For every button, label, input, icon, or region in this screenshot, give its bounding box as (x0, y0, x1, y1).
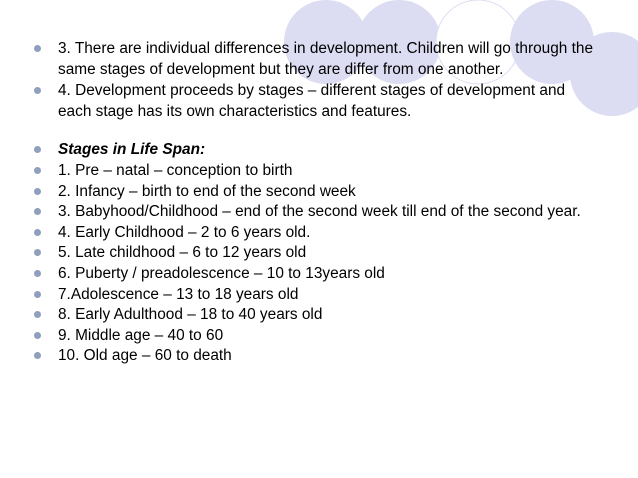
list-item-text: 4. Development proceeds by stages – different stages of development and each stage has its own characteristics and features. (58, 82, 566, 120)
list-item (34, 81, 594, 122)
bullet-icon (34, 270, 41, 277)
list-item (34, 264, 594, 285)
bullet-icon (34, 45, 41, 52)
list-item (34, 285, 594, 306)
list-item (34, 243, 594, 264)
list-item (34, 305, 594, 326)
bullet-icon (34, 291, 41, 298)
bullet-icon (34, 146, 41, 153)
list-item-text: 2. Infancy – birth to end of the second week (58, 182, 356, 200)
list-item-text: 3. There are individual differences in development. Children will go through the same stages of development but they are differ from one another. (58, 40, 594, 78)
section-heading-item (34, 140, 594, 161)
bullet-icon (34, 188, 41, 195)
list-item (34, 182, 594, 203)
section-heading: Stages in Life Span: (58, 141, 206, 159)
list-item-text: 6. Puberty / preadolescence – 10 to 13years old (58, 264, 385, 282)
bullet-icon (34, 352, 41, 359)
list-item (34, 326, 594, 347)
list-item-text: 8. Early Adulthood – 18 to 40 years old (58, 306, 323, 324)
list-item (34, 346, 594, 367)
list-item (34, 39, 594, 80)
bullet-icon (34, 311, 41, 318)
bullet-icon (34, 208, 41, 215)
list-item (34, 223, 594, 244)
bullet-icon (34, 167, 41, 174)
list-item-text: 3. Babyhood/Childhood – end of the second week till end of the second year. (58, 203, 581, 221)
list-item-text: 7.Adolescence – 13 to 18 years old (58, 285, 299, 303)
bullet-icon (34, 87, 41, 94)
list-item (34, 161, 594, 182)
list-item-text: 4. Early Childhood – 2 to 6 years old. (58, 223, 311, 241)
list-item-text: 5. Late childhood – 6 to 12 years old (58, 244, 307, 262)
bullet-icon (34, 229, 41, 236)
bullet-icon (34, 332, 41, 339)
list-item-text: 1. Pre – natal – conception to birth (58, 161, 293, 179)
bullet-icon (34, 249, 41, 256)
list-item-text: 9. Middle age – 40 to 60 (58, 326, 224, 344)
list-item-text: 10. Old age – 60 to death (58, 347, 232, 365)
bullet-list (34, 39, 594, 367)
list-item (34, 202, 594, 223)
